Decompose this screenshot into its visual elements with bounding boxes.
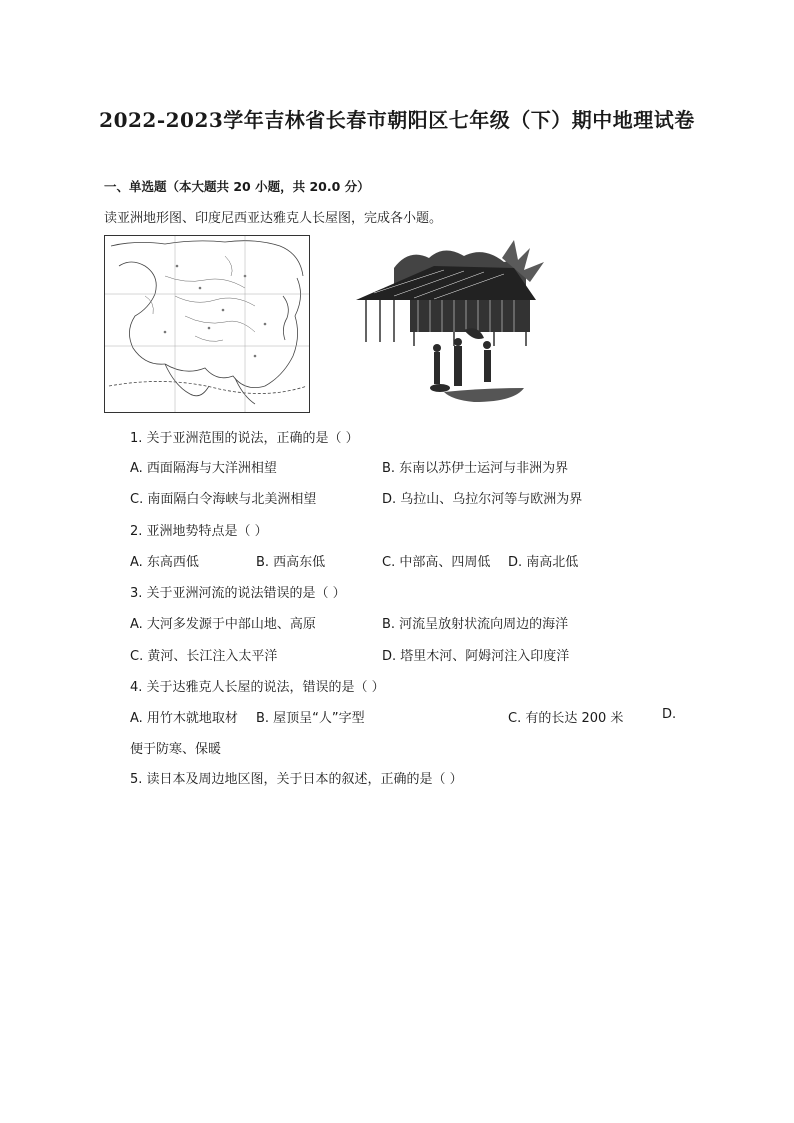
- question-1-option-b[interactable]: B. 东南以苏伊士运河与非洲为界: [382, 461, 569, 476]
- question-4-option-b[interactable]: B. 屋顶呈“人”字型: [256, 711, 365, 726]
- question-1-option-c[interactable]: C. 南面隔白令海峡与北美洲相望: [130, 492, 317, 507]
- question-3-option-c[interactable]: C. 黄河、长江注入太平洋: [130, 649, 278, 664]
- intro-text: 读亚洲地形图、印度尼西亚达雅克人长屋图，完成各小题。: [104, 211, 443, 226]
- section-heading: 一、单选题（本大题共 20 小题，共 20.0 分）: [104, 179, 370, 194]
- question-2-stem: 2. 亚洲地势特点是（ ）: [130, 524, 268, 539]
- question-3-option-d[interactable]: D. 塔里木河、阿姆河注入印度洋: [382, 649, 570, 664]
- asia-map-figure: [104, 235, 310, 413]
- question-4-option-c[interactable]: C. 有的长达 200 米: [508, 711, 624, 726]
- question-2-option-c[interactable]: C. 中部高、四周低: [382, 555, 491, 570]
- longhouse-figure: [354, 238, 554, 406]
- question-2-option-b[interactable]: B. 西高东低: [256, 555, 326, 570]
- question-5-stem: 5. 读日本及周边地区图，关于日本的叙述，正确的是（ ）: [130, 772, 463, 787]
- question-3-option-b[interactable]: B. 河流呈放射状流向周边的海洋: [382, 617, 569, 632]
- question-4-option-d-text[interactable]: 便于防寒、保暖: [130, 742, 222, 757]
- question-3-option-a[interactable]: A. 大河多发源于中部山地、高原: [130, 617, 316, 632]
- question-2-option-d[interactable]: D. 南高北低: [508, 555, 579, 570]
- question-4-option-d[interactable]: D.: [662, 707, 677, 722]
- asia-relief-map-icon: [105, 236, 309, 412]
- question-2-option-a[interactable]: A. 东高西低: [130, 555, 199, 570]
- dayak-longhouse-illustration-icon: [354, 238, 554, 406]
- question-4-option-a[interactable]: A. 用竹木就地取材: [130, 711, 238, 726]
- question-1-option-d[interactable]: D. 乌拉山、乌拉尔河等与欧洲为界: [382, 492, 583, 507]
- page-title: 2022-2023学年吉林省长春市朝阳区七年级（下）期中地理试卷: [99, 108, 695, 132]
- question-3-stem: 3. 关于亚洲河流的说法错误的是（ ）: [130, 586, 346, 601]
- question-1-stem: 1. 关于亚洲范围的说法，正确的是（ ）: [130, 431, 359, 446]
- question-1-option-a[interactable]: A. 西面隔海与大洋洲相望: [130, 461, 277, 476]
- question-4-stem: 4. 关于达雅克人长屋的说法，错误的是（ ）: [130, 680, 385, 695]
